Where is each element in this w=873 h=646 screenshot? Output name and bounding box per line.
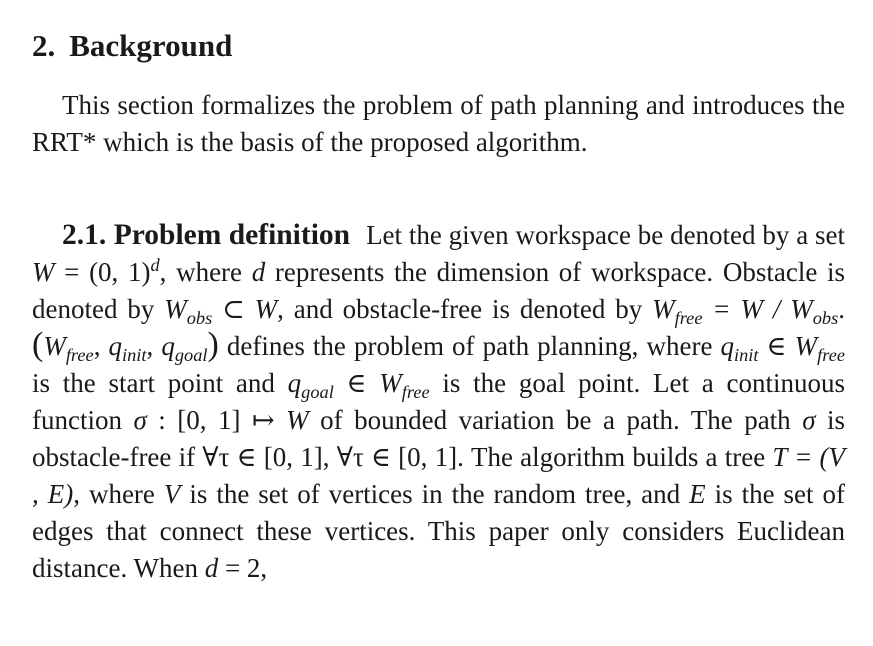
intro-paragraph: This section formalizes the problem of path planning and introduces the RRT* which is the basis of the proposed algorithm. xyxy=(32,90,845,157)
math-run: ∈ xyxy=(333,368,380,398)
subsection-title: Problem definition xyxy=(113,219,351,251)
math-w: W xyxy=(286,405,309,435)
math-run: = 2, xyxy=(218,553,268,583)
section-title: Background xyxy=(69,28,233,63)
math-q: q xyxy=(287,368,302,398)
math-w: W xyxy=(379,368,402,398)
math-q: q xyxy=(720,331,734,361)
math-w: W xyxy=(32,257,55,287)
subsection-heading xyxy=(62,219,350,251)
math-sup-d: d xyxy=(150,254,160,275)
math-w: W xyxy=(43,331,66,361)
section-number: 2. xyxy=(32,28,56,63)
math-t: T xyxy=(772,442,787,472)
text-run: , where xyxy=(159,257,252,287)
math-v: V xyxy=(163,479,181,509)
math-q: q xyxy=(161,331,175,361)
paren-close: ) xyxy=(207,326,219,363)
section-heading xyxy=(32,28,232,64)
math-sub-free: free xyxy=(674,308,703,329)
math-sigma: σ xyxy=(802,405,816,435)
math-e: E xyxy=(689,479,706,509)
math-d: d xyxy=(251,257,266,287)
math-sub-free: free xyxy=(401,382,430,403)
math-q: q xyxy=(108,331,123,361)
problem-definition-paragraph: 2.1. Problem definition Let the given workspace be denoted by a set W = (0, 1)$^d$, where d represents the dimension of workspace. Obstacle is denoted by $W_{obs}$ ⊂ W, and obstacle-free is denoted by $W_{free} = W / W_{obs}$. ($W_{free}$, $q_{init}$, $q_{goal}$) defines the problem of path planning, where $q_{init}$ ∈ $W_{free}$ is the start point and $q_{goal}$ ∈ $W_{free}$ is the goal point. Let a continuous function σ : [0, 1] ↦ W of bounded variation be a path. The path σ is obstacle-free if ∀τ ∈ [0, 1], ∀τ ∈ [0, 1]. The algorithm builds a tree T = (V , E), where V is the set of vertices in the random tree, and E is the set of edges that connect these vertices. This paper only considers Euclidean distance. When d = 2, xyxy=(32,219,846,583)
math-sub-obs: obs xyxy=(186,308,213,329)
text-run: is the start point and xyxy=(32,368,288,398)
paren-open: ( xyxy=(32,326,44,363)
math-w: W xyxy=(794,331,818,361)
math-w: W xyxy=(164,294,187,324)
text-run: defines the problem of path planning, where xyxy=(218,331,721,361)
math-sigma: σ xyxy=(133,405,147,435)
math-w: W xyxy=(652,294,675,324)
math-run: : [0, 1] ↦ xyxy=(146,405,287,435)
text-run: , and obstacle-free is denoted by xyxy=(277,294,653,324)
math-sub-init: init xyxy=(122,345,147,366)
math-run: ∀τ ∈ [0, 1], ∀τ ∈ [0, 1] xyxy=(202,442,458,472)
math-d: d xyxy=(204,553,219,583)
math-sub-obs: obs xyxy=(812,308,839,329)
text-run: is the set of vertices in the random tree, and xyxy=(180,479,690,509)
math-run: = (V , E) xyxy=(32,442,845,509)
math-sub-free: free xyxy=(65,345,94,366)
math-w: W xyxy=(254,294,278,324)
math-run: = W / W xyxy=(702,294,813,324)
text-run: is obstacle-free if xyxy=(32,405,846,472)
math-sub-goal: goal xyxy=(301,382,334,403)
text-run: is the goal point. Let a continuous function xyxy=(32,368,845,435)
math-period: . xyxy=(838,294,845,324)
text-run: . The algorithm builds a tree xyxy=(457,442,773,472)
math-sub-init: init xyxy=(734,345,759,366)
text-run: represents the dimension of workspace. Obstacle is denoted by xyxy=(32,257,845,324)
subsection-number: 2.1. xyxy=(62,219,107,251)
text-run: of bounded variation be a path. The path xyxy=(308,405,803,435)
text-run: , where xyxy=(73,479,164,509)
text-run: is the set of edges that connect these vertices. This paper only considers Euclidean distance. When xyxy=(32,479,846,583)
math-sub-goal: goal xyxy=(174,345,208,366)
math-sub-free: free xyxy=(817,345,845,366)
text-run: Let the given workspace be denoted by a set xyxy=(366,220,846,250)
math-run: ⊂ xyxy=(212,294,255,324)
math-run: = (0, 1) xyxy=(54,257,151,287)
math-run: ∈ xyxy=(758,331,795,361)
